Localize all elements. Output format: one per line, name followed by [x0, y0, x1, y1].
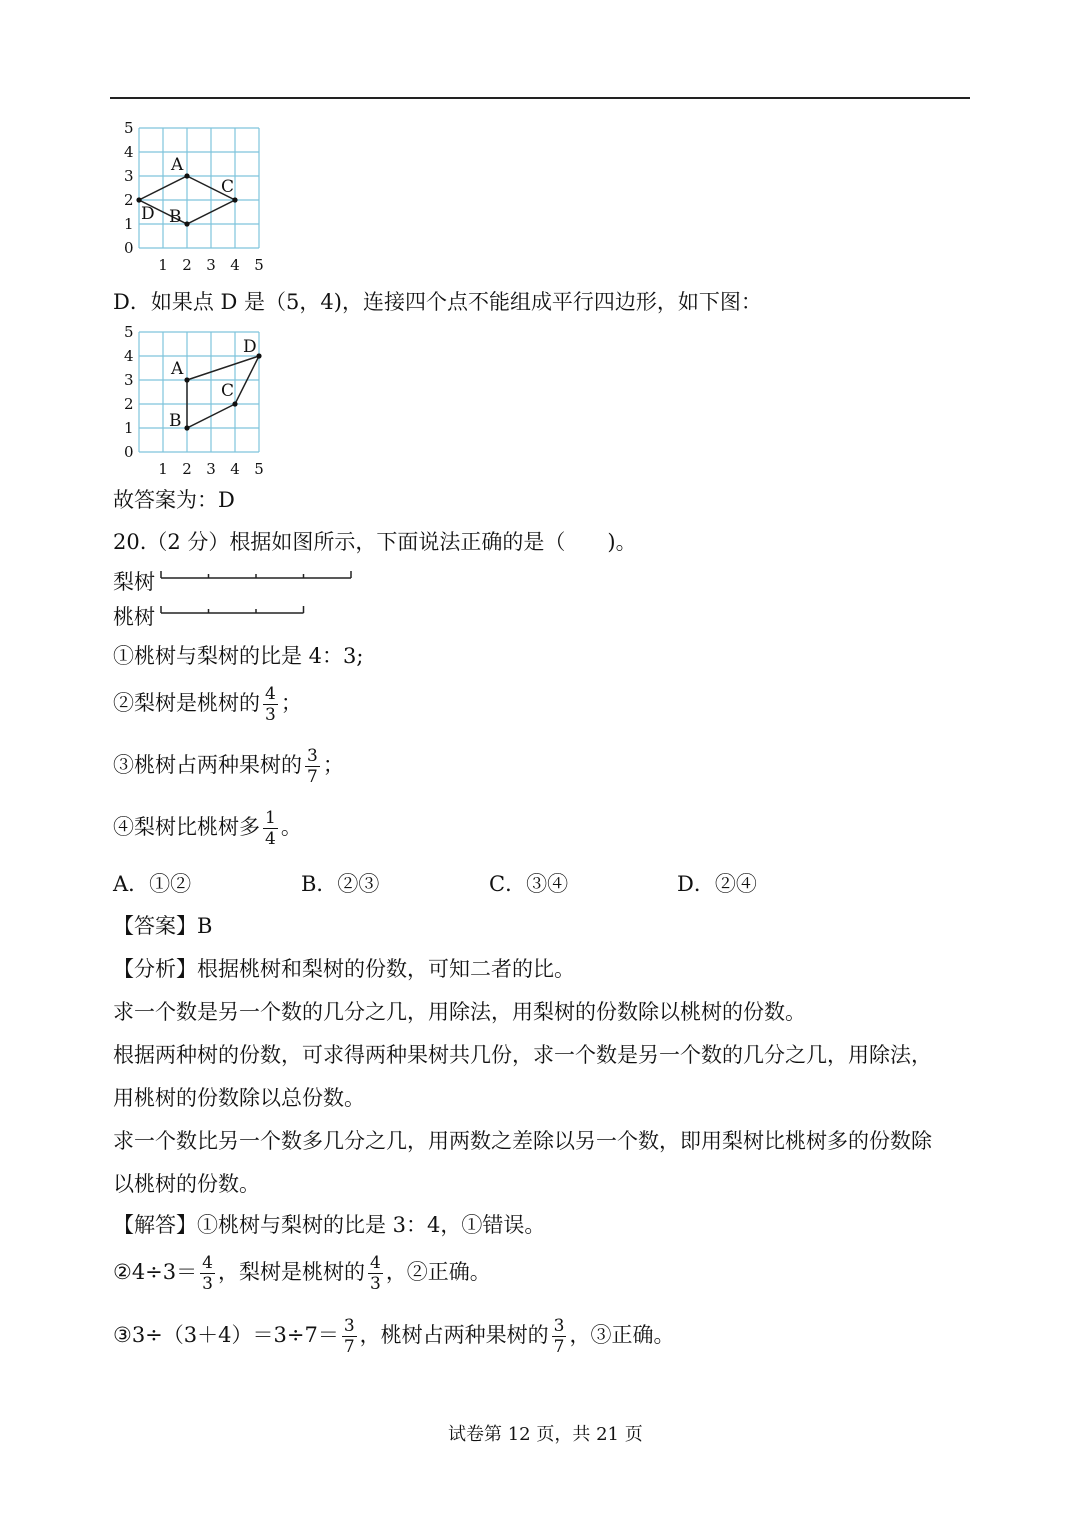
y-tick-label: 5: [124, 323, 134, 341]
option-a: A．①②: [113, 872, 192, 896]
solution-1: 【解答】①桃树与梨树的比是 3：4，①错误。: [113, 1213, 546, 1237]
fraction: $\frac{4}{3}$: [369, 1253, 381, 1294]
x-tick-label: 4: [230, 256, 240, 274]
y-tick-label: 0: [124, 239, 134, 257]
coordinate-grid-1: [110, 118, 280, 278]
fraction: $\frac{3}{7}$: [343, 1316, 355, 1357]
y-tick-label: 1: [124, 419, 134, 437]
x-tick-label: 5: [254, 460, 264, 478]
x-tick-label: 3: [206, 256, 216, 274]
point-c: [232, 401, 237, 406]
solution-2: ②4÷3＝ $\frac{4}{3}$ ，梨树是桃树的 $\frac{4}{3}$ ，②正确。: [113, 1253, 491, 1294]
option-d-explanation: D．如果点 D 是（5，4)，连接四个点不能组成平行四边形，如下图：: [113, 290, 762, 314]
header-rule: [110, 97, 970, 99]
statement-3: ③桃树占两种果树的 $\frac{3}{7}$ ；: [113, 746, 344, 787]
peach-bar-label: 桃树: [113, 605, 155, 629]
fraction: $\frac{4}{3}$: [202, 1253, 213, 1294]
point-a: [184, 173, 189, 178]
y-tick-label: 5: [124, 119, 134, 137]
y-tick-label: 2: [124, 191, 134, 209]
y-tick-label: 0: [124, 443, 134, 461]
y-tick-label: 3: [124, 167, 134, 185]
y-tick-label: 4: [124, 143, 134, 161]
analysis-line: 用桃树的份数除以总份数。: [113, 1086, 365, 1110]
analysis-line: 根据两种树的份数，可求得两种果树共几份，求一个数是另一个数的几分之几，用除法，: [113, 1043, 932, 1067]
option-b: B．②③: [301, 872, 380, 896]
fraction: $\frac{3}{7}$: [553, 1316, 565, 1357]
coordinate-grid-2: [110, 322, 280, 482]
point-label-d: D: [243, 337, 257, 357]
point-b: [184, 221, 189, 226]
solution-3: ③3÷（3＋4）＝3÷7＝ $\frac{3}{7}$ ，桃树占两种果树的 $\frac{3}{7}$ ，③正确。: [113, 1316, 675, 1357]
statement-4: ④梨树比桃树多 $\frac{1}{4}$ 。: [113, 808, 302, 849]
question-20: 20.（2 分）根据如图所示，下面说法正确的是（ )。: [113, 530, 637, 554]
point-a: [184, 377, 189, 382]
point-label-b: B: [169, 411, 182, 431]
analysis-line: 求一个数是另一个数的几分之几，用除法，用梨树的份数除以桃树的份数。: [113, 1000, 806, 1024]
statement-1: ①桃树与梨树的比是 4：3;: [113, 644, 364, 668]
y-tick-label: 1: [124, 215, 134, 233]
y-tick-label: 2: [124, 395, 134, 413]
x-tick-label: 3: [206, 460, 216, 478]
point-label-d: D: [141, 204, 155, 224]
point-label-c: C: [221, 177, 235, 197]
fraction: $\frac{3}{7}$: [307, 746, 318, 787]
y-tick-label: 3: [124, 371, 134, 389]
point-c: [232, 197, 237, 202]
page-footer: 试卷第 12 页，共 21 页: [448, 1424, 643, 1445]
x-tick-label: 1: [158, 460, 168, 478]
y-tick-label: 4: [124, 347, 134, 365]
x-tick-label: 2: [182, 460, 192, 478]
point-label-b: B: [169, 207, 182, 227]
fraction: $\frac{4}{3}$: [265, 684, 276, 725]
fraction: $\frac{1}{4}$: [265, 808, 276, 849]
point-label-c: C: [221, 381, 235, 401]
previous-answer: 故答案为：D: [113, 488, 235, 512]
option-c: C．③④: [489, 872, 569, 896]
option-d: D．②④: [677, 872, 757, 896]
analysis-line: 求一个数比另一个数多几分之几，用两数之差除以另一个数，即用梨树比桃树多的份数除: [113, 1129, 932, 1153]
point-d: [256, 353, 261, 358]
pear-bar: [158, 568, 358, 588]
x-tick-label: 5: [254, 256, 264, 274]
x-tick-label: 4: [230, 460, 240, 478]
statement-2: ②梨树是桃树的 $\frac{4}{3}$ ；: [113, 684, 302, 725]
x-tick-label: 2: [182, 256, 192, 274]
point-b: [184, 425, 189, 430]
pear-bar-label: 梨树: [113, 570, 155, 594]
analysis-line: 以桃树的份数。: [113, 1172, 260, 1196]
analysis-line: 【分析】根据桃树和梨树的份数，可知二者的比。: [113, 957, 575, 981]
point-d: [136, 197, 141, 202]
point-label-a: A: [171, 155, 184, 175]
x-tick-label: 1: [158, 256, 168, 274]
peach-bar: [158, 603, 358, 623]
answer: 【答案】B: [113, 914, 213, 938]
point-label-a: A: [171, 359, 184, 379]
